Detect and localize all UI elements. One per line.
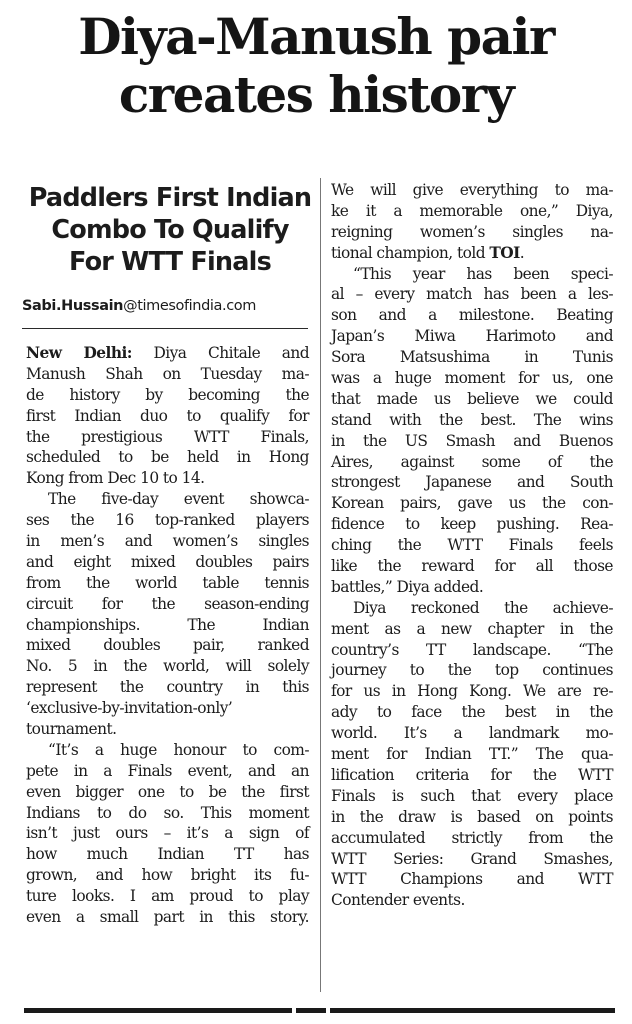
article-line-text: The five-day event showca- — [48, 490, 309, 509]
article-line — [26, 656, 309, 677]
dateline: New Delhi: — [26, 344, 132, 362]
article-line-text: “It’s a huge honour to com- — [48, 740, 309, 759]
article-line-text: ady to face the best in the — [331, 703, 613, 722]
article-line — [331, 723, 613, 744]
bottom-rule-right — [330, 1008, 615, 1013]
article-line — [26, 406, 309, 427]
subheadline-line-1: Paddlers First Indian — [28, 183, 312, 213]
article-line-text: We will give everything to ma- — [331, 181, 613, 199]
article-line — [26, 907, 309, 928]
article-line — [331, 326, 613, 347]
article-line — [331, 890, 613, 911]
article-line-text: journey to the top continues — [331, 661, 613, 680]
article-line-text: tional champion, told — [331, 243, 485, 262]
article-line-text: Diya Chitale and — [153, 344, 310, 362]
article-line-text: al – every match has been a les- — [331, 285, 613, 304]
article-line — [26, 427, 309, 448]
article-line-text: lification criteria for the WTT — [331, 765, 613, 784]
subheadline — [20, 182, 320, 278]
article-line — [331, 284, 613, 305]
article-line — [26, 844, 309, 865]
bottom-rule-middle — [296, 1008, 326, 1013]
article-line-text: ture looks. I am proud to play — [26, 887, 309, 906]
article-line — [331, 180, 613, 201]
article-line-text: “This year has been speci- — [353, 264, 613, 283]
article-line — [26, 886, 309, 907]
article-line — [26, 594, 309, 615]
article-line-tail: . — [519, 243, 525, 262]
article-line-text: even a small part in this story. — [26, 908, 309, 927]
article-line-text: ke it a memorable one,” Diya, — [331, 201, 613, 220]
article-line-text: first Indian duo to qualify for — [26, 406, 309, 425]
article-line — [331, 368, 613, 389]
article-line — [331, 807, 613, 828]
headline-line-2: creates history — [118, 65, 514, 124]
article-line-text: for us in Hong Kong. We are re- — [331, 682, 613, 701]
article-line — [26, 865, 309, 886]
article-line — [26, 782, 309, 803]
article-line-text: fidence to keep pushing. Rea- — [331, 515, 613, 534]
article-line-text: world. It’s a landmark mo- — [331, 724, 613, 743]
article-line — [331, 389, 613, 410]
article-line — [331, 619, 613, 640]
headline-line-1: Diya-Manush pair — [78, 7, 554, 66]
article-line — [331, 243, 613, 264]
article-line-text: mixed doubles pair, ranked — [26, 636, 309, 655]
article-line — [331, 535, 613, 556]
article-line-text: strongest Japanese and South — [331, 473, 613, 492]
article-line — [331, 849, 613, 870]
article-line — [331, 828, 613, 849]
bottom-rule-left — [24, 1008, 292, 1013]
article-line-text: Aires, against some of the — [331, 452, 613, 471]
article-line — [26, 823, 309, 844]
article-line — [331, 598, 613, 619]
article-line — [331, 347, 613, 368]
article-line-text: in the US Smash and Buenos — [331, 431, 613, 450]
article-line-text: No. 5 in the world, will solely — [26, 657, 309, 676]
article-line-text: circuit for the season-ending — [26, 594, 309, 613]
article-line-text: ment for Indian TT.” The qua- — [331, 745, 613, 764]
article-line-text: and eight mixed doubles pairs — [26, 552, 309, 571]
article-line — [331, 556, 613, 577]
article-line-text: battles,” Diya added. — [331, 577, 484, 596]
subheadline-line-3: For WTT Finals — [69, 247, 271, 277]
article-line — [26, 385, 309, 406]
article-line — [26, 447, 309, 468]
article-line — [331, 660, 613, 681]
article-line-text: championships. The Indian — [26, 615, 309, 634]
article-line — [331, 431, 613, 452]
article-line-text: ‘exclusive-by-invitation-only’ — [26, 699, 233, 718]
article-line-text: from the world table tennis — [26, 573, 309, 592]
article-line — [26, 573, 309, 594]
article-line-text: represent the country in this — [26, 678, 309, 697]
article-line-text: in men’s and women’s singles — [26, 532, 309, 551]
article-line — [26, 635, 309, 656]
column-divider — [320, 178, 321, 992]
article-line — [331, 514, 613, 535]
article-line — [331, 201, 613, 222]
article-line — [26, 468, 309, 489]
article-line-text: the prestigious WTT Finals, — [26, 427, 309, 446]
article-line — [26, 719, 309, 740]
article-line-text: country’s TT landscape. “The — [331, 640, 613, 659]
article-line-text: grown, and how bright its fu- — [26, 866, 309, 885]
article-line — [331, 472, 613, 493]
article-line — [26, 615, 309, 636]
byline-rule — [22, 328, 308, 329]
article-line — [26, 364, 309, 385]
article-line-text: was a huge moment for us, one — [331, 369, 613, 388]
article-line-text: WTT Champions and WTT — [331, 870, 613, 889]
article-line — [331, 493, 613, 514]
article-line — [26, 761, 309, 782]
article-line-text: that made us believe we could — [331, 389, 613, 408]
article-line — [331, 744, 613, 765]
article-line-text: ses the 16 top-ranked players — [26, 511, 309, 530]
article-line — [26, 677, 309, 698]
article-line — [26, 343, 309, 364]
article-line-text: ching the WTT Finals feels — [331, 536, 613, 555]
article-line-text: even bigger one to be the first — [26, 782, 309, 801]
article-line-text: tournament. — [26, 720, 117, 739]
article-line — [26, 803, 309, 824]
article-line — [26, 531, 309, 552]
article-line-text: in the draw is based on points — [331, 807, 613, 826]
byline-domain: @timesofindia.com — [123, 298, 256, 314]
article-line — [331, 640, 613, 661]
article-line — [331, 222, 613, 243]
article-line-text: Indians to do so. This moment — [26, 803, 309, 822]
article-line-text: how much Indian TT has — [26, 845, 309, 864]
publication-name: TOI — [489, 243, 520, 262]
article-line — [26, 510, 309, 531]
article-line — [331, 786, 613, 807]
article-line-text: Sora Matsushima in Tunis — [331, 348, 613, 367]
article-line — [331, 452, 613, 473]
article-line-text: isn’t just ours – it’s a sign of — [26, 824, 309, 843]
article-line-text: stand with the best. The wins — [331, 410, 613, 429]
article-line — [331, 702, 613, 723]
article-line — [331, 264, 613, 285]
article-line-text: scheduled to be held in Hong — [26, 448, 309, 467]
article-line-text: like the reward for all those — [331, 557, 613, 576]
article-line-text: WTT Series: Grand Smashes, — [331, 849, 613, 868]
article-line — [331, 869, 613, 890]
article-line — [331, 765, 613, 786]
subheadline-line-2: Combo To Qualify — [51, 215, 289, 245]
article-line — [331, 410, 613, 431]
article-line — [331, 577, 613, 598]
article-line-text: accumulated strictly from the — [331, 828, 613, 847]
article-line-text: Finals is such that every place — [331, 786, 613, 805]
byline — [22, 296, 322, 316]
article-line-text: Japan’s Miwa Harimoto and — [331, 327, 613, 346]
article-column-left — [26, 343, 309, 928]
article-line-text: son and a milestone. Beating — [331, 306, 613, 325]
article-line-text: Contender events. — [331, 891, 465, 910]
byline-name: Sabi.Hussain — [22, 298, 124, 314]
article-line — [331, 305, 613, 326]
article-line — [331, 681, 613, 702]
article-line-text: pete in a Finals event, and an — [26, 761, 309, 780]
article-line-text: Korean pairs, gave us the con- — [331, 494, 613, 513]
headline — [0, 8, 632, 124]
article-line-text: Kong from Dec 10 to 14. — [26, 469, 205, 488]
article-line — [26, 740, 309, 761]
article-line — [26, 489, 309, 510]
article-line-text: ment as a new chapter in the — [331, 619, 613, 638]
article-column-right — [331, 180, 613, 911]
article-line — [26, 698, 309, 719]
article-line-text: Diya reckoned the achieve- — [353, 598, 613, 617]
article-line-text: Manush Shah on Tuesday ma- — [26, 364, 309, 383]
article-line — [26, 552, 309, 573]
article-line-text: reigning women’s singles na- — [331, 222, 613, 241]
article-line-text: de history by becoming the — [26, 385, 309, 404]
